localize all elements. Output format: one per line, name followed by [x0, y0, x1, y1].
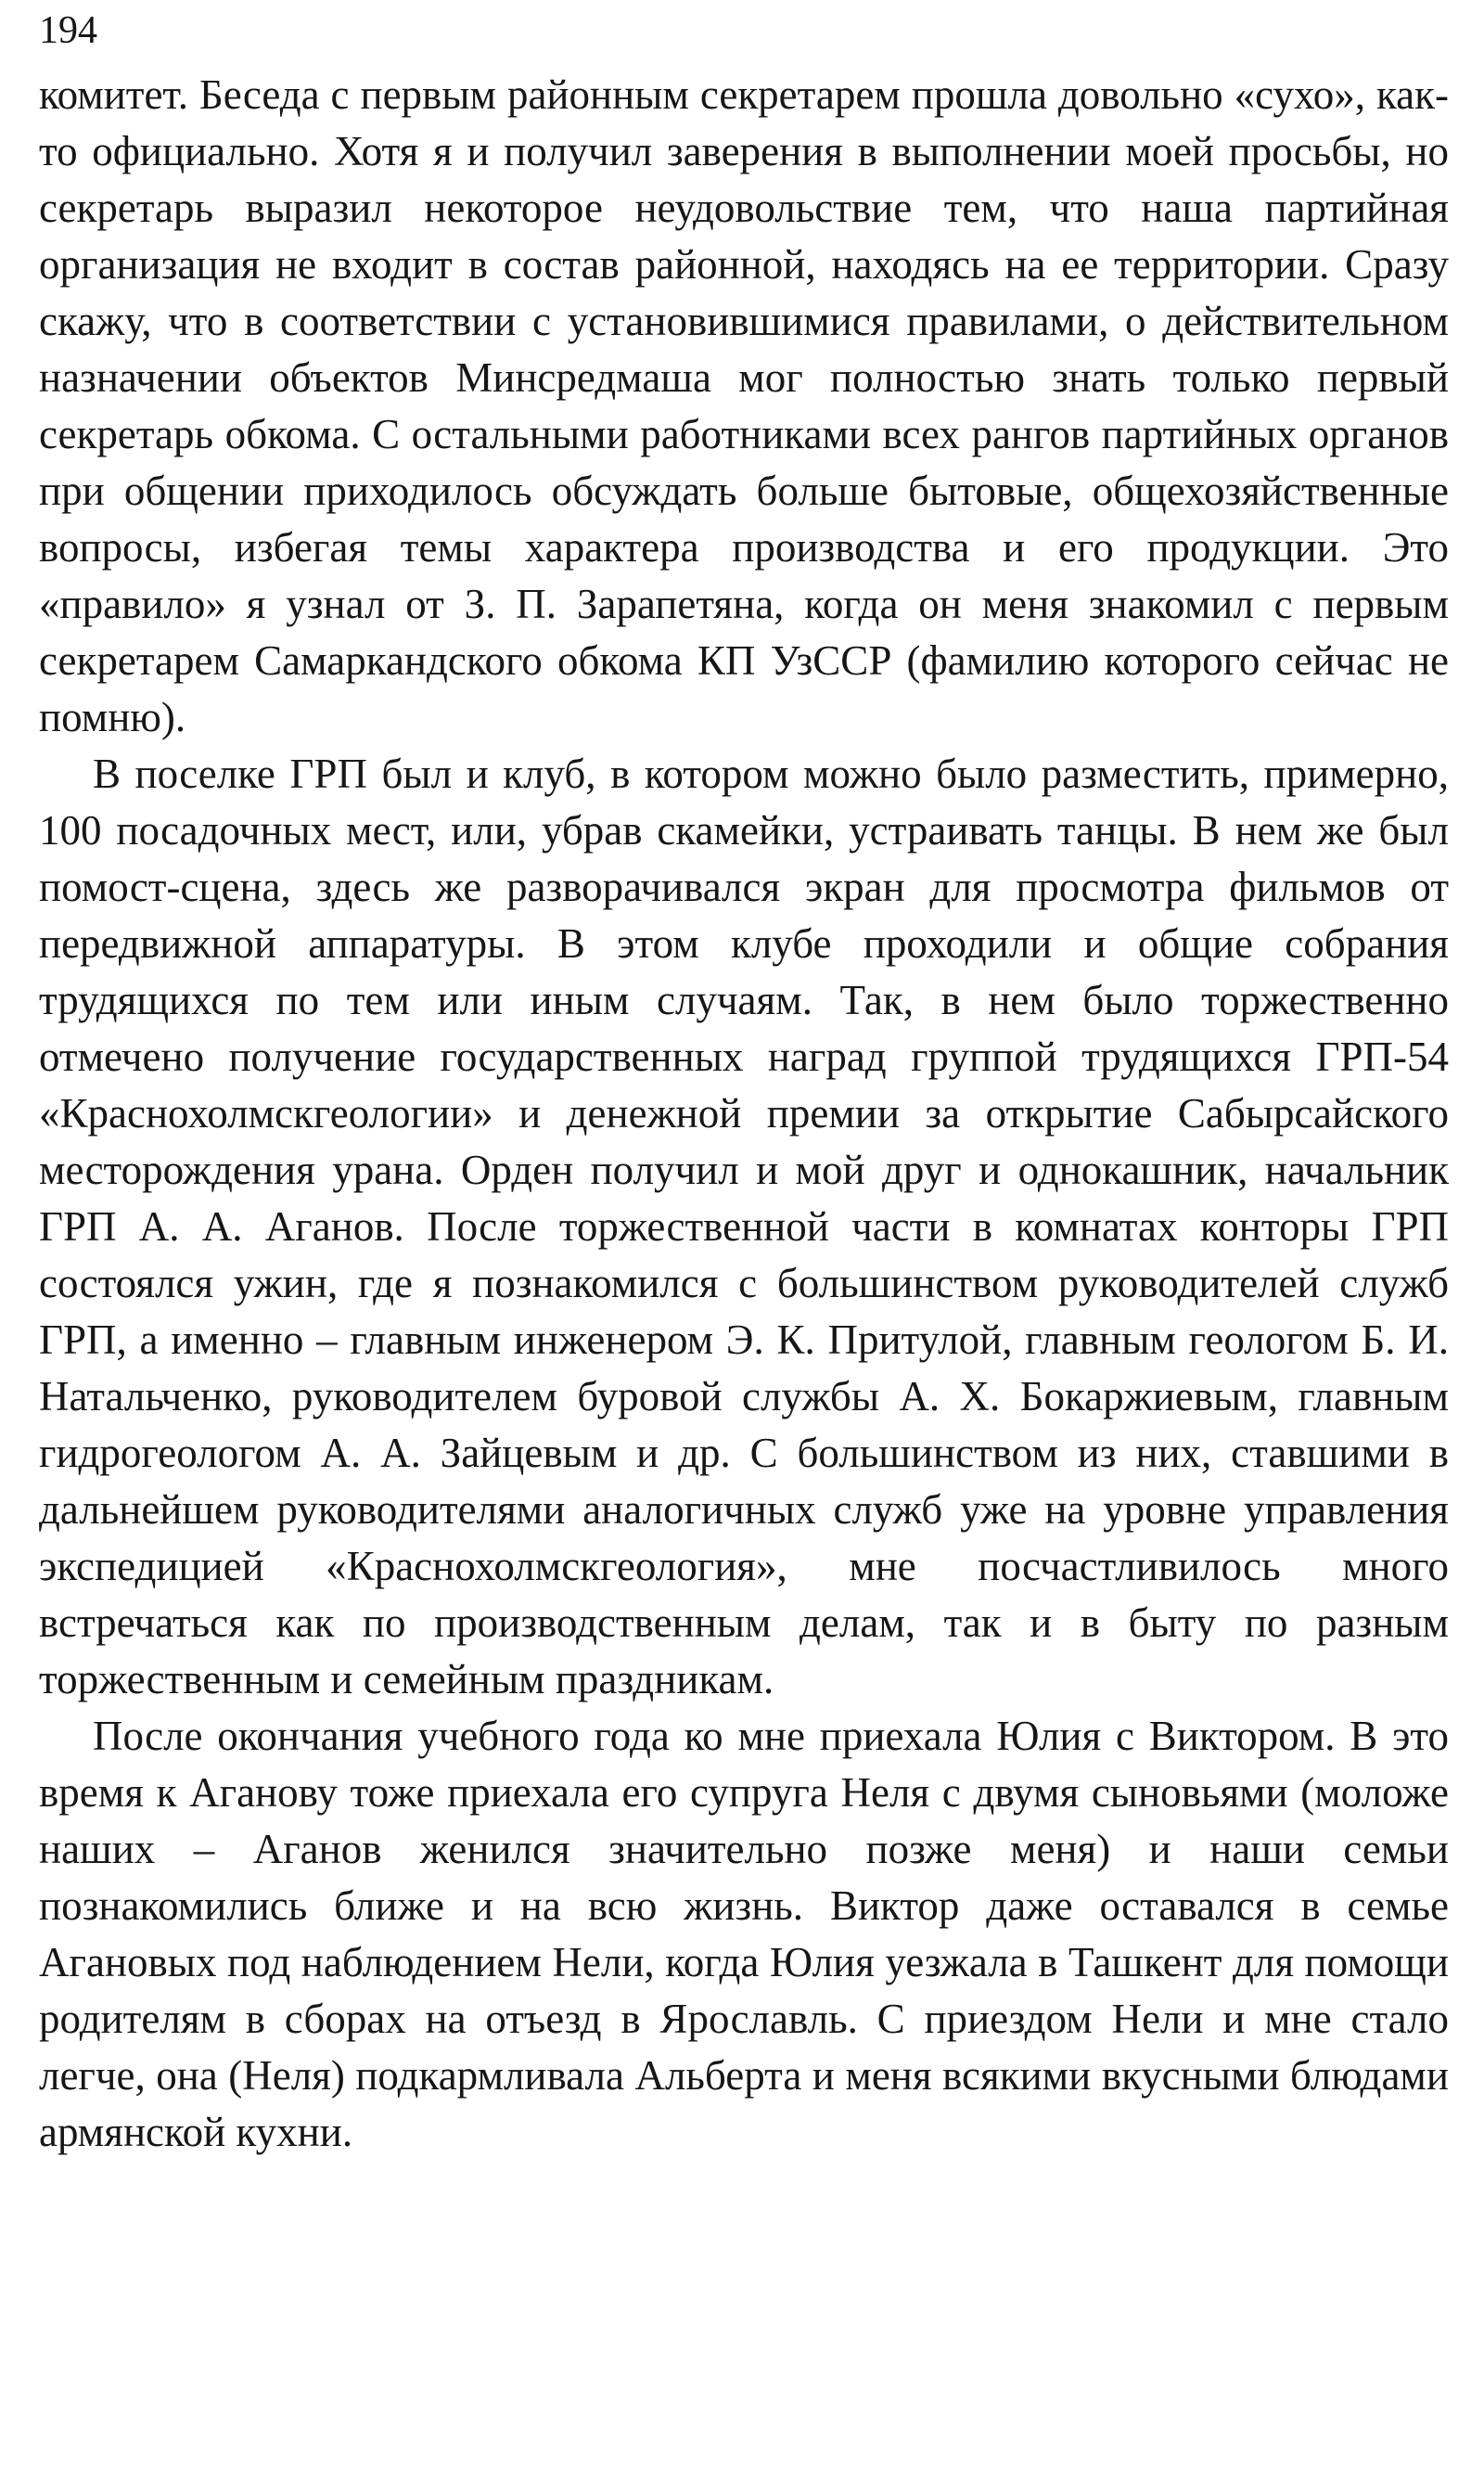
page-number: 194 — [39, 9, 97, 52]
paragraph: После окончания учебного года ко мне приехала Юлия с Виктором. В это время к Аганову тоже приехала его супруга Неля с двумя сыновьями (моложе наших – Аганов женился значительно позже меня) и наши семьи познакомились ближе и на всю жизнь. Виктор даже оставался в семье Агановых под наблюдением Нели, когда Юлия уезжала в Ташкент для помощи родителям в сборах на отъезд в Ярославль. С приездом Нели и мне стало легче, она (Неля) подкармливала Альберта и меня всякими вкусными блюдами армянской кухни. — [39, 1713, 1449, 2155]
text-block — [39, 67, 1449, 2161]
paragraph-continuation: комитет. Беседа с первым районным секретарем прошла довольно «сухо», как-то официально. Хотя я и получил заверения в выполнении моей просьбы, но секретарь выразил некоторое неудовольствие тем, что наша партийная организация не входит в состав районной, находясь на ее территории. Сразу скажу, что в соответствии с установившимися правилами, о действительном назначении объектов Минсредмаша мог полностью знать только первый секретарь обкома. С остальными работниками всех рангов партийных органов при общении приходилось обсуждать больше бытовые, общехозяйственные вопросы, избегая темы характера производства и его продукции. Это «правило» я узнал от З. П. Зарапетяна, когда он меня знакомил с первым секретарем Самаркандского обкома КП УзССР (фамилию которого сейчас не помню). — [39, 71, 1449, 740]
paragraph: В поселке ГРП был и клуб, в котором можно было разместить, примерно, 100 посадочных мест, или, убрав скамейки, устраивать танцы. В нем же был помост-сцена, здесь же разворачивался экран для просмотра фильмов от передвижной аппаратуры. В этом клубе проходили и общие собрания трудящихся по тем или иным случаям. Так, в нем было торжественно отмечено получение государственных наград группой трудящихся ГРП-54 «Краснохолмскгеологии» и денежной премии за открытие Сабырсайского месторождения урана. Орден получил и мой друг и однокашник, начальник ГРП А. А. Аганов. После торжественной части в комнатах конторы ГРП состоялся ужин, где я познакомился с большинством руководителей служб ГРП, а именно – главным инженером Э. К. Притулой, главным геологом Б. И. Натальченко, руководителем буровой службы А. Х. Бокаржиевым, главным гидрогеологом А. А. Зайцевым и др. С большинством из них, ставшими в дальнейшем руководителями аналогичных служб уже на уровне управления экспедицией «Краснохолмскгеология», мне посчастливилось много встречаться как по производственным делам, так и в быту по разным торжественным и семейным праздникам. — [39, 751, 1449, 1702]
